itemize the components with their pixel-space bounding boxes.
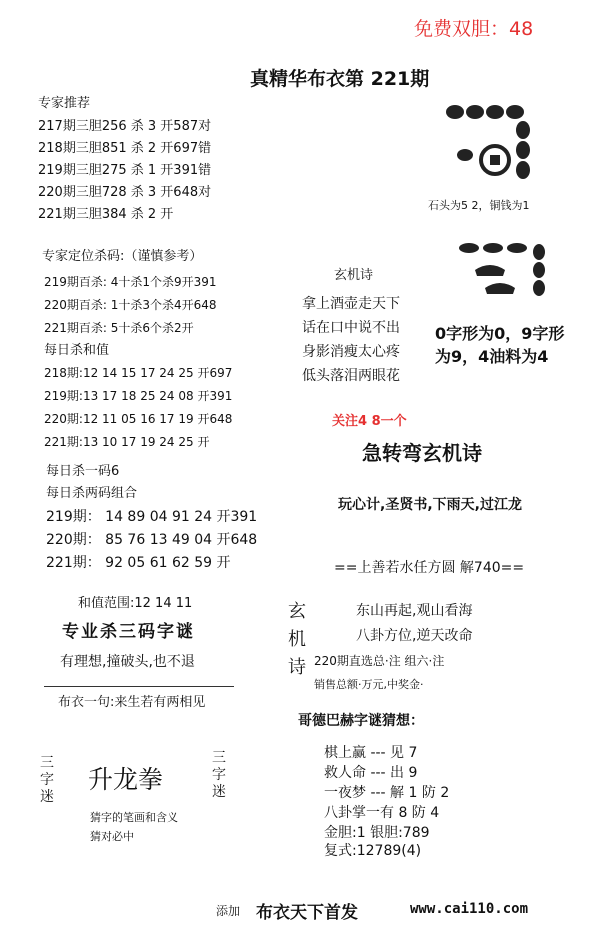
free-double-label: 免费双胆：48 bbox=[414, 18, 534, 40]
gold-gall-line: 金胆:1 银胆:789 bbox=[324, 825, 430, 841]
sum-kill-line: 218期:12 14 15 17 24 25 开697 bbox=[44, 366, 233, 380]
xuanji-line: 八卦方位,逆天改命 bbox=[356, 628, 473, 644]
daily-kill-line: 220期： 85 76 13 49 04 开648 bbox=[46, 532, 258, 548]
xuanji-lines bbox=[356, 599, 472, 649]
position-kill-heading: 专家定位杀码:（谨慎参考） bbox=[42, 249, 203, 264]
page-title: 真精华布衣第 221期 bbox=[250, 68, 430, 90]
expert-line: 219期三胆275 杀 1 开391错 bbox=[38, 163, 212, 178]
expert-line: 221期三胆384 杀 2 开 bbox=[38, 207, 174, 222]
poem-line: 身影消瘦太心疼 bbox=[302, 344, 400, 360]
goldbach-line: 一夜梦 --- 解 1 防 2 bbox=[324, 785, 450, 801]
ingots-picture bbox=[455, 240, 565, 310]
sum-kill-line: 221期:13 10 17 19 24 25 开 bbox=[44, 435, 210, 449]
sum-kill-list bbox=[44, 362, 232, 454]
daily-kill-line: 221期： 92 05 61 62 59 开 bbox=[46, 555, 231, 571]
slogan: 有理想,撞破头,也不退 bbox=[60, 654, 195, 670]
focus-label: 关注4 8一个 bbox=[332, 414, 407, 429]
daily-kill-list bbox=[46, 506, 257, 575]
stones-chain-picture bbox=[445, 100, 555, 190]
sales-line: 销售总额·万元,中奖金· bbox=[314, 678, 424, 691]
poem-title: 玄机诗 bbox=[334, 268, 374, 283]
daily-kill-line: 219期： 14 89 04 91 24 开391 bbox=[46, 509, 258, 525]
footer-add: 添加 bbox=[216, 904, 241, 918]
compound-line: 复式:12789(4) bbox=[324, 843, 422, 859]
expert-heading: 专家推荐 bbox=[38, 96, 91, 111]
riddle-hint: 猜对必中 bbox=[90, 830, 134, 843]
ingots-caption-line: 0字形为0，9字形 bbox=[435, 324, 565, 343]
position-kill-line: 219期百杀: 4十杀1个杀9开391 bbox=[44, 275, 217, 289]
stones-caption: 石头为5 2，铜钱为1 bbox=[428, 199, 530, 212]
good-water-line: ==上善若水任方圆 解740== bbox=[334, 560, 525, 576]
sum-kill-line: 220期:12 11 05 16 17 19 开648 bbox=[44, 412, 233, 426]
poem-lines bbox=[302, 292, 400, 388]
poem-line: 低头落泪两眼花 bbox=[302, 368, 400, 384]
riddle-side-right: 三字迷 bbox=[212, 750, 226, 800]
goldbach-line: 八卦掌一有 8 防 4 bbox=[324, 805, 440, 821]
position-kill-line: 221期百杀: 5十杀6个杀2开 bbox=[44, 321, 194, 335]
daily-kill-one-heading: 每日杀一码6 bbox=[46, 464, 120, 479]
sum-kill-heading: 每日杀和值 bbox=[44, 343, 110, 358]
position-kill-line: 220期百杀: 1十杀3个杀4开648 bbox=[44, 298, 217, 312]
xuanji-line: 东山再起,观山看海 bbox=[356, 603, 473, 619]
sum-range-label: 和值范围:12 14 11 bbox=[78, 596, 193, 611]
poem-line: 话在口中说不出 bbox=[302, 320, 400, 336]
footer-url: www.cai110.com bbox=[410, 901, 529, 917]
sharp-turn-line: 玩心计,圣贤书,下雨天,过江龙 bbox=[338, 497, 522, 513]
position-kill-list bbox=[44, 271, 217, 340]
expert-line: 218期三胆851 杀 2 开697错 bbox=[38, 141, 212, 156]
expert-line: 217期三胆256 杀 3 开587对 bbox=[38, 119, 212, 134]
goldbach-line: 救人命 --- 出 9 bbox=[324, 765, 418, 781]
riddle-word: 升龙拳 bbox=[88, 765, 164, 794]
direct-select-line: 220期直选总·注 组六·注 bbox=[314, 654, 445, 668]
riddle-side-left: 三字迷 bbox=[40, 755, 54, 805]
sharp-turn-title: 急转弯玄机诗 bbox=[362, 441, 482, 465]
footer-brand: 布衣天下首发 bbox=[256, 903, 358, 923]
pro-kill-title: 专业杀三码字谜 bbox=[62, 622, 195, 642]
goldbach-title: 哥德巴赫字谜猜想： bbox=[298, 713, 424, 729]
ingots-caption-line: 为9，4油料为4 bbox=[435, 347, 549, 366]
expert-line: 220期三胆728 杀 3 开648对 bbox=[38, 185, 212, 200]
ingots-caption bbox=[435, 322, 564, 368]
goldbach-line: 棋上赢 --- 见 7 bbox=[324, 745, 418, 761]
goldbach-lines bbox=[324, 743, 449, 823]
daily-kill-two-heading: 每日杀两码组合 bbox=[46, 486, 138, 501]
expert-list bbox=[38, 116, 211, 226]
riddle-hint: 猜字的笔画和含义 bbox=[90, 811, 178, 824]
sum-kill-line: 219期:13 17 18 25 24 08 开391 bbox=[44, 389, 233, 403]
divider bbox=[44, 686, 234, 687]
buyi-saying: 布衣一句:来生若有两相见 bbox=[58, 695, 206, 710]
poem-line: 拿上酒壶走天下 bbox=[302, 296, 400, 312]
xuanji-side-label: 玄机诗 bbox=[288, 601, 306, 678]
